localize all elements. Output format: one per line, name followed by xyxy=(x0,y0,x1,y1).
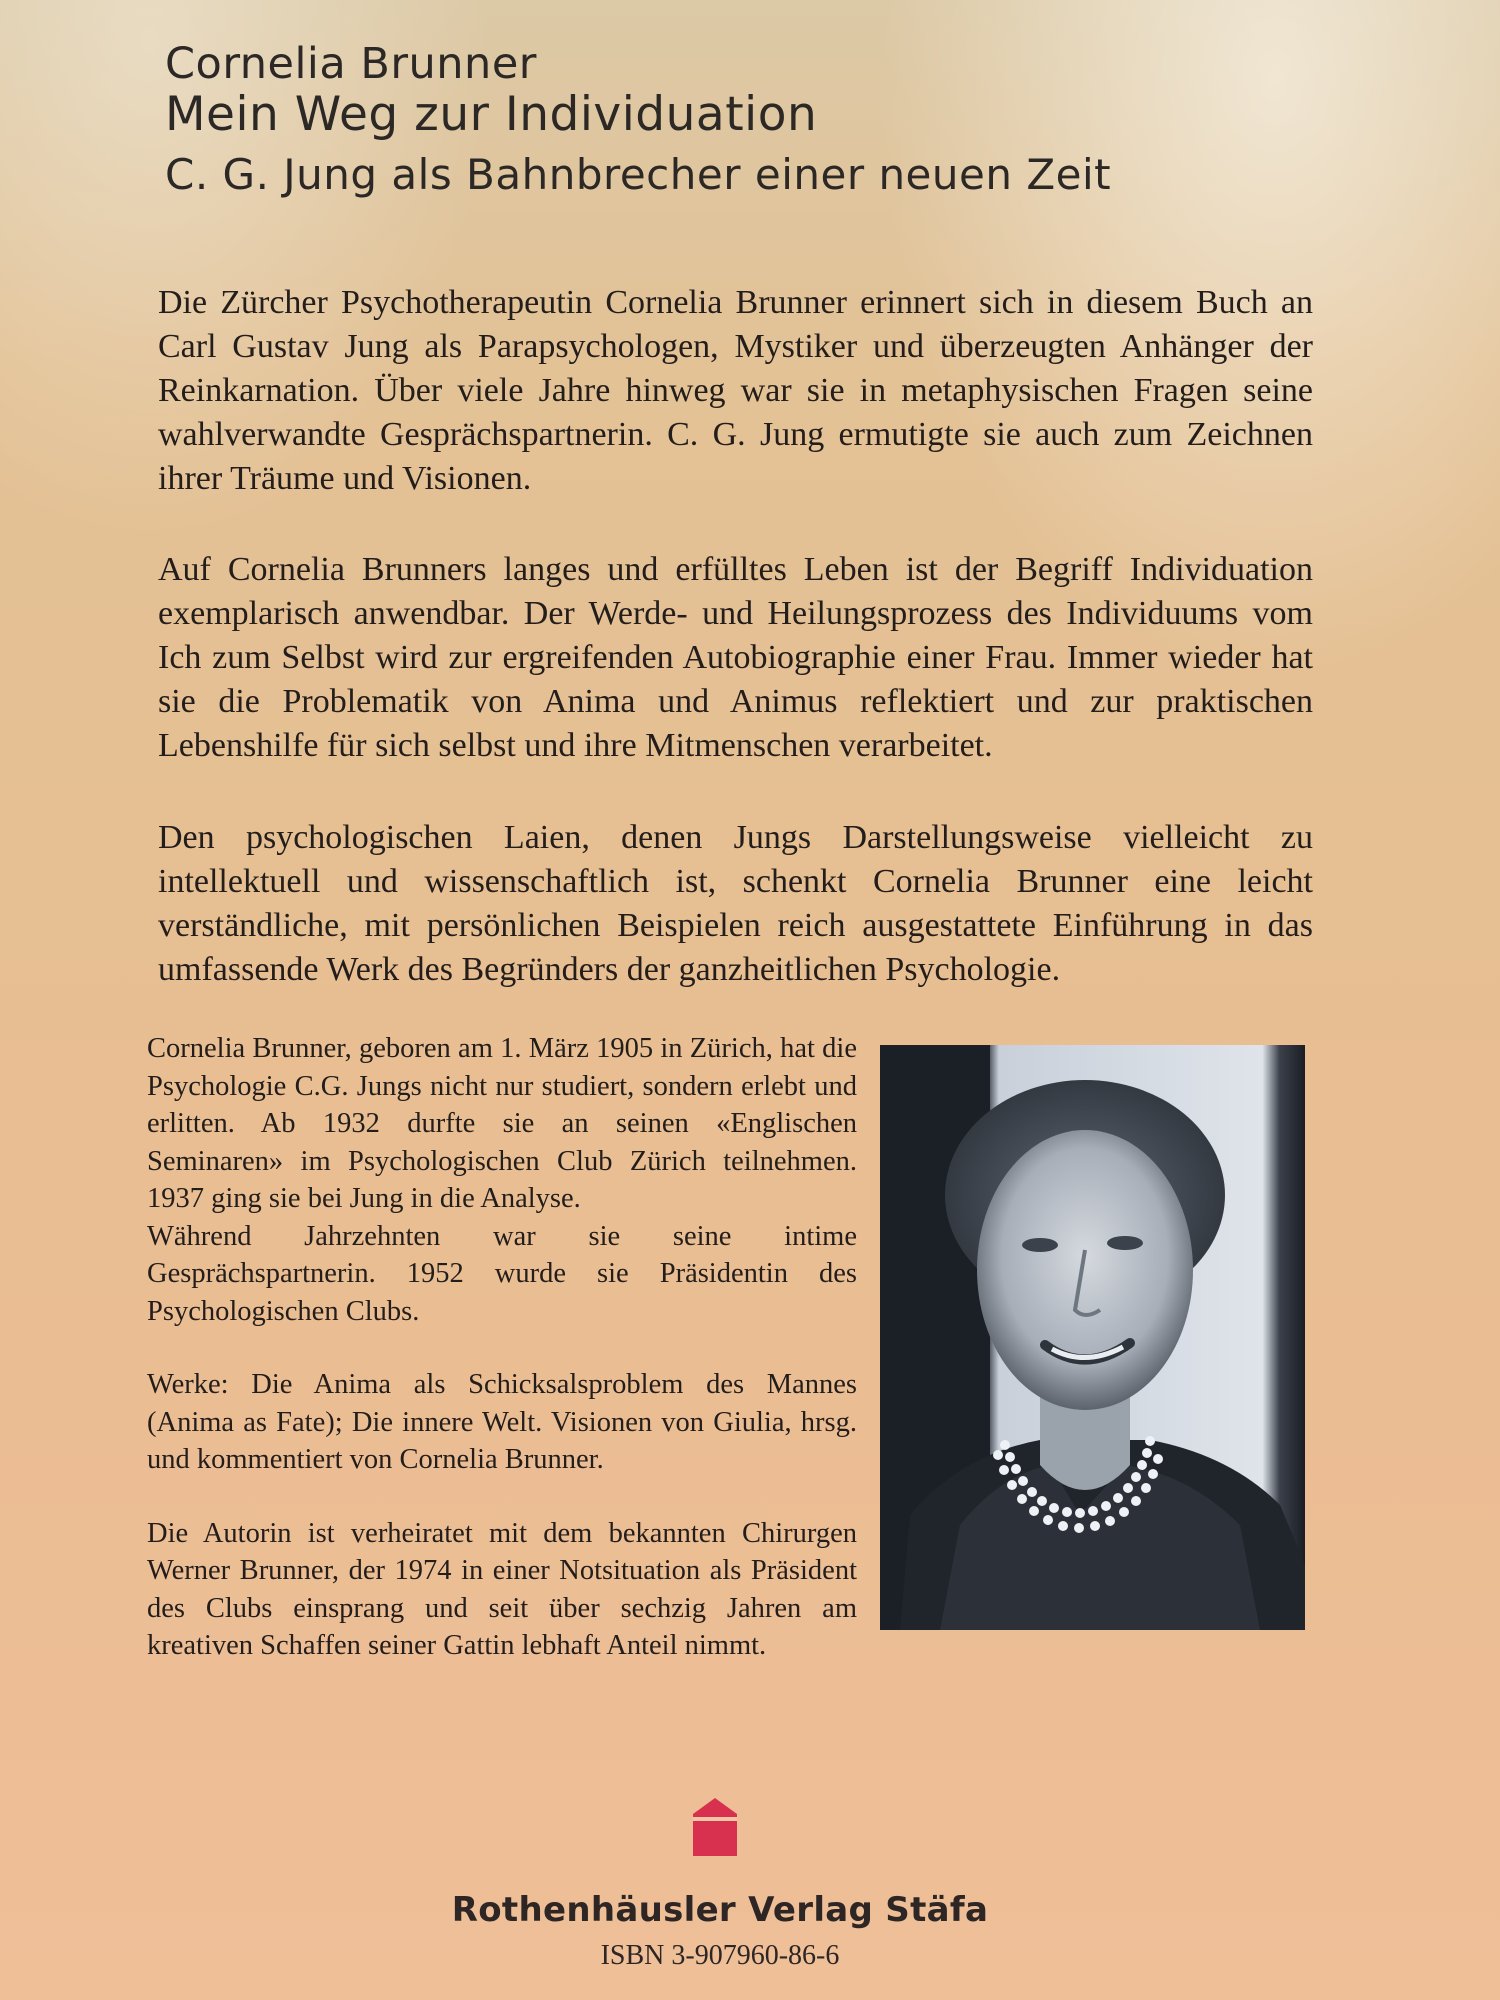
book-header xyxy=(165,40,1111,200)
book-subtitle: C. G. Jung als Bahnbrecher einer neuen Zeit xyxy=(165,150,1112,199)
bio-text-1: Cornelia Brunner, geboren am 1. März 1905 in Zürich, hat die Psychologie C.G. Jungs nicht nur studiert, sondern erlebt und erlitten. Ab 1932 durfte sie an seinen «Englischen Seminaren» im Psychologischen Club Zürich teilnehmen. 1937 ging sie bei Jung in die Analyse. xyxy=(147,1033,857,1214)
blurb-paragraph-3 xyxy=(158,816,1313,992)
blurb-text-3: Den psychologischen Laien, denen Jungs Darstellungsweise vielleicht zu intellektuell und wissenschaftlich ist, schenkt Cornelia Brunner eine leicht verständliche, mit persönlichen Beispielen reich ausgestattete Einführung in das umfassende Werk des Begründers der ganzheitlichen Psychologie. xyxy=(158,819,1313,988)
blurb-paragraph-2 xyxy=(158,548,1313,768)
publisher-name: Rothenhäusler Verlag Stäfa xyxy=(451,1890,989,1930)
blurb-text-2: Auf Cornelia Brunners langes und erfülltes Leben ist der Begriff Individuation exemplarisch anwendbar. Der Werde- und Heilungsprozess des Individuums vom Ich zum Selbst wird zur ergreifenden Autobiographie einer Frau. Immer wieder hat sie die Problematik von Anima und Animus reflektiert und zur praktischen Lebenshilfe für sich selbst und ihre Mitmenschen verarbeitet. xyxy=(158,551,1313,764)
author-bio xyxy=(147,1030,857,1701)
blurb-paragraph-1 xyxy=(158,281,1313,501)
bio-works: Werke: Die Anima als Schicksalsproblem des Mannes (Anima as Fate); Die innere Welt. Visionen von Giulia, hrsg. und kommentiert von Cornelia Brunner. xyxy=(147,1369,857,1475)
author-portrait-photo xyxy=(880,1045,1305,1630)
author-name: Cornelia Brunner xyxy=(165,39,537,89)
house-logo-icon xyxy=(693,1798,737,1861)
bio-text-1b: Während Jahrzehnten war sie seine intime Gesprächspartnerin. 1952 wurde sie Präsidentin des Psychologischen Clubs. xyxy=(147,1220,857,1327)
bio-text-3: Die Autorin ist verheiratet mit dem bekannten Chirurgen Werner Brunner, der 1974 in einer Notsituation als Präsident des Clubs einsprang und seit über sechzig Jahren am kreativen Schaffen seiner Gattin lebhaft Anteil nimmt. xyxy=(147,1517,857,1661)
isbn-number: ISBN 3-907960-86-6 xyxy=(600,1940,840,1971)
book-title: Mein Weg zur Individuation xyxy=(165,87,818,142)
blurb-text-1: Die Zürcher Psychotherapeutin Cornelia Brunner erinnert sich in diesem Buch an Carl Gustav Jung als Parapsychologen, Mystiker und überzeugten Anhänger der Reinkarnation. Über viele Jahre hinweg war sie in metaphysischen Fragen seine wahlverwandte Gesprächspartnerin. C. G. Jung ermutigte sie auch zum Zeichnen ihrer Träume und Visionen. xyxy=(158,284,1313,497)
